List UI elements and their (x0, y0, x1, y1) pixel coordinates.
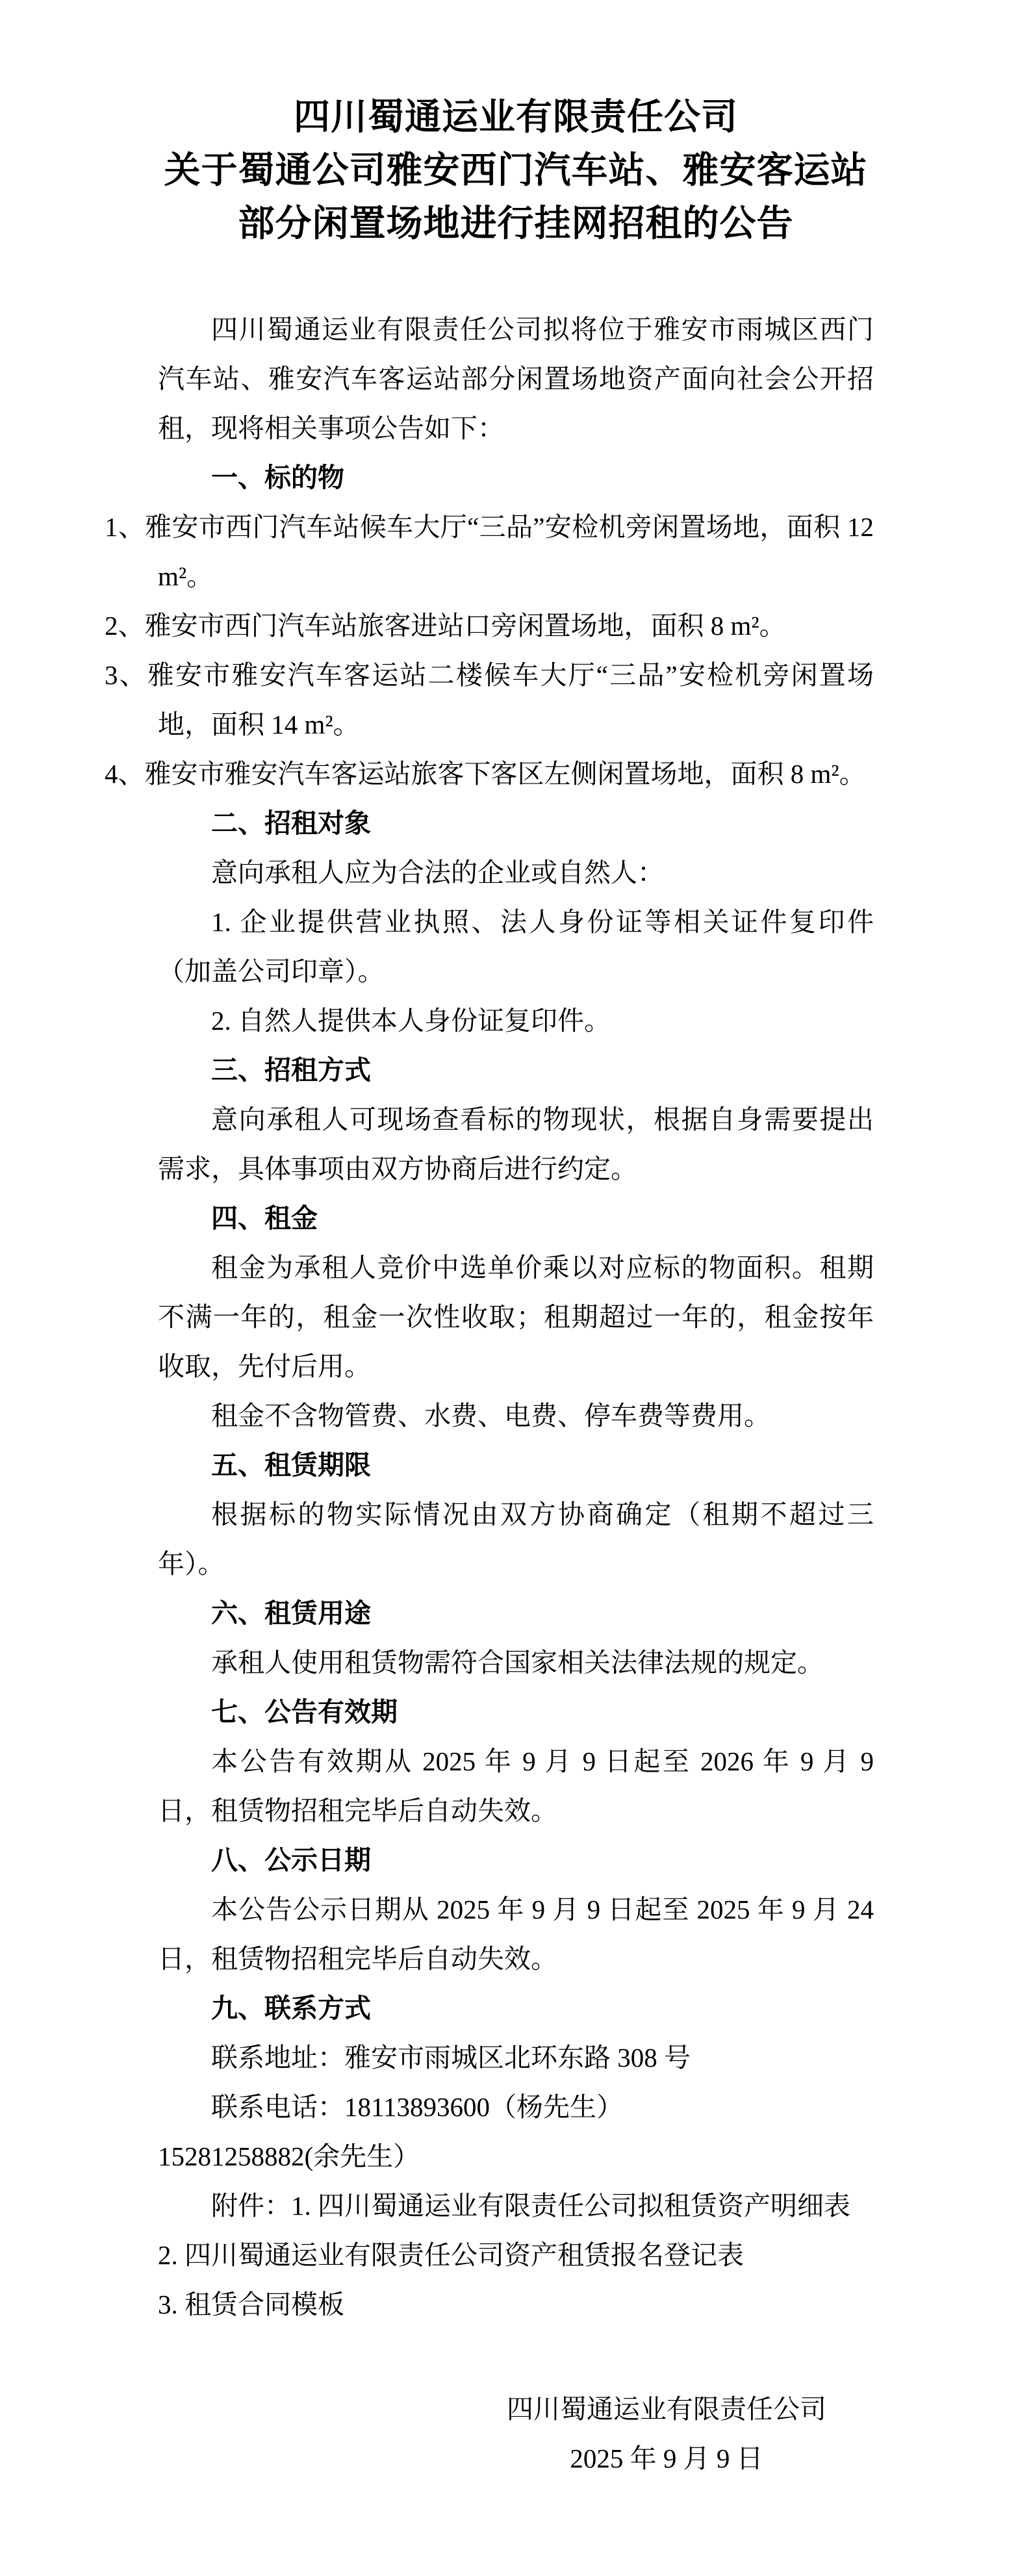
paragraph: 租金不含物管费、水费、电费、停车费等费用。 (211, 1401, 770, 1431)
paragraph: 根据标的物实际情况由双方协商确定（租期不超过三年）。 (158, 1499, 874, 1579)
paragraph: 1. 企业提供营业执照、法人身份证等相关证件复印件（加盖公司印章）。 (158, 907, 874, 986)
paragraph: 3. 租赁合同模板 (158, 2289, 344, 2319)
paragraph: 附件：1. 四川蜀通运业有限责任公司拟租赁资产明细表 (211, 2191, 850, 2221)
document-title (158, 91, 874, 251)
section-heading: 四、租金 (211, 1203, 318, 1233)
section-heading: 二、招租对象 (211, 808, 371, 838)
list-item: 1、雅安市西门汽车站候车大厅“三品”安检机旁闲置场地，面积 12 m²。 (105, 512, 874, 591)
paragraph: 本公告公示日期从 2025 年 9 月 9 日起至 2025 年 9 月 24 日，租赁物招租完毕后自动失效。 (158, 1894, 874, 1974)
paragraph: 2. 自然人提供本人身份证复印件。 (211, 1006, 611, 1036)
section-heading: 七、公告有效期 (211, 1697, 398, 1727)
paragraph: 联系地址：雅安市雨城区北环东路 308 号 (211, 2043, 691, 2072)
signature-company: 四川蜀通运业有限责任公司 (507, 2394, 826, 2424)
paragraph: 租金为承租人竞价中选单价乘以对应标的物面积。租期不满一年的，租金一次性收取；租期超过一年的，租金按年收取，先付后用。 (158, 1253, 874, 1381)
document-body (105, 305, 874, 2329)
paragraph: 15281258882(余先生） (158, 2141, 420, 2171)
list-item: 2、雅安市西门汽车站旅客进站口旁闲置场地，面积 8 m²。 (105, 611, 786, 641)
section-heading: 三、招租方式 (211, 1055, 371, 1085)
paragraph: 承租人使用租赁物需符合国家相关法律法规的规定。 (211, 1648, 824, 1677)
section-heading: 九、联系方式 (211, 1993, 371, 2023)
list-item: 4、雅安市雅安汽车客运站旅客下客区左侧闲置场地，面积 8 m²。 (105, 759, 866, 789)
paragraph: 2. 四川蜀通运业有限责任公司资产租赁报名登记表 (158, 2240, 744, 2270)
paragraph: 联系电话：18113893600（杨先生） (211, 2092, 623, 2122)
title-line-2: 关于蜀通公司雅安西门汽车站、雅安客运站 (164, 151, 868, 191)
title-line-1: 四川蜀通运业有限责任公司 (294, 97, 738, 138)
paragraph: 本公告有效期从 2025 年 9 月 9 日起至 2026 年 9 月 9 日，租赁物招租完毕后自动失效。 (158, 1746, 874, 1826)
list-item: 3、雅安市雅安汽车客运站二楼候车大厅“三品”安检机旁闲置场地，面积 14 m²。 (105, 660, 874, 739)
document-footer (499, 2384, 834, 2483)
section-heading: 六、租赁用途 (211, 1598, 371, 1628)
paragraph: 意向承租人可现场查看标的物现状，根据自身需要提出需求，具体事项由双方协商后进行约定。 (158, 1104, 874, 1184)
section-heading: 一、标的物 (211, 463, 344, 492)
title-line-3: 部分闲置场地进行挂网招租的公告 (238, 204, 794, 244)
paragraph: 四川蜀通运业有限责任公司拟将位于雅安市雨城区西门汽车站、雅安汽车客运站部分闲置场地资产面向社会公开招租，现将相关事项公告如下： (158, 314, 874, 443)
signature-date: 2025 年 9 月 9 日 (570, 2443, 763, 2473)
paragraph: 意向承租人应为合法的企业或自然人： (211, 858, 664, 887)
section-heading: 五、租赁期限 (211, 1450, 371, 1480)
section-heading: 八、公示日期 (211, 1845, 371, 1875)
